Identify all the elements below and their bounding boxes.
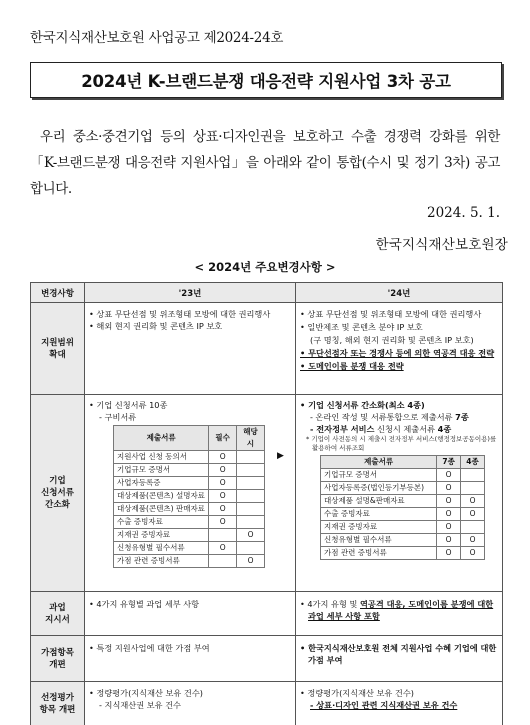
col-header-2024: '24년 (296, 283, 503, 303)
table-row: 수출 증빙자료 O (114, 516, 265, 529)
row-head-assignment: 과업 지시서 (31, 592, 85, 636)
section-title: < 2024년 주요변경사항 > (194, 260, 336, 274)
notice-number: 한국지식재산보호원 사업공고 제2024-24호 (30, 30, 284, 46)
table-row: 가점 관련 증빙서류 O O (321, 547, 485, 560)
table-row: 수출 증빙자료 O O (321, 508, 485, 521)
table-row: 대상제품 설명&판매자료 O O (321, 495, 485, 508)
docs-2023: • 기업 신청서류 10종 - 구비서류 제출서류 필수 해당시 지원사업 신청 동의서 O 기업규모 증명서 O 사업자등록증 O 대상제품(콘텐츠) 설명자료 O 대상제품(콘텐츠) 판매자료 O 수출 증빙자료 O 지재권 증빙자료 O 신청유형별 필수서류 O 가점 관련 증빙서류 O (85, 395, 296, 592)
table-row: 기업규모 증명서 O (114, 464, 265, 477)
table-row: 가점 관련 증빙서류 O (114, 555, 265, 568)
table-row (31, 395, 503, 592)
eval-2023: • 정량평가(지식재산 보유 건수) - 지식재산권 보유 건수 (85, 682, 296, 725)
table-row: 기업규모 증명서 O (321, 469, 485, 482)
docs-2024-table: 제출서류 7종 4종 기업규모 증명서 O 사업자등록증(법인등기부등본) O 대상제품 설명&판매자료 O O 수출 증빙자료 O O 지재권 증빙자료 O 신청유형별 필수서류 O O 가점 관련 증빙서류 O O (320, 455, 485, 560)
notice-date: 2024. 5. 1. (427, 205, 500, 221)
docs-2023-table: 제출서류 필수 해당시 지원사업 신청 동의서 O 기업규모 증명서 O 사업자등록증 O 대상제품(콘텐츠) 설명자료 O 대상제품(콘텐츠) 판매자료 O 수출 증빙자료 O 지재권 증빙자료 O 신청유형별 필수서류 O 가점 관련 증빙서류 O (113, 425, 265, 568)
row-head-docs: 기업 신청서류 간소화 (31, 395, 85, 592)
table-row (31, 636, 503, 682)
row-head-eval: 선정평가 항목 개편 (31, 682, 85, 725)
table-row (31, 592, 503, 636)
assignment-2024: • 4가지 유형 및 역공격 대응, 도메인이름 분쟁에 대한 과업 세부 사항 포함 (296, 592, 503, 636)
arrow-right-icon: ▶ (277, 451, 284, 461)
table-row (31, 303, 503, 395)
docs-2024: • 기업 신청서류 간소화(최소 4종) - 온라인 작성 및 서류통합으로 제출서류 7종 - 전자정부 서비스 신청시 제출서류 4종 * 기업이 사전동의 시 제출시 전자정부 서비스(행정정보공동이용)를 활용하여 서류조회 제출서류 7종 4종 기업규모 증명서 O 사업자등록증(법인등기부등본) O 대상제품 설명&판매자료 O O 수출 증빙자료 O O 지재권 증빙자료 O 신청유형별 필수서류 O O 가점 관련 증빙서류 O O (296, 395, 503, 592)
col-header-2023: '23년 (85, 283, 296, 303)
page-title: 2024년 K-브랜드분쟁 대응전략 지원사업 3차 공고 (30, 62, 502, 98)
table-row: 대상제품(콘텐츠) 설명자료 O (114, 490, 265, 503)
scope-2024: • 상표 무단선점 및 위조형태 모방에 대한 권리행사 • 일반제조 및 콘텐츠 분야 IP 보호 (구 명칭, 해외 현지 권리화 및 콘텐츠 IP 보호) • 무단선점자 또는 경쟁사 등에 의한 역공격 대응 전략 • 도메인이름 분쟁 대응 전략 (296, 303, 503, 395)
table-row: 신청유형별 필수서류 O (114, 542, 265, 555)
table-row: 지재권 증빙자료 O (114, 529, 265, 542)
table-row: 대상제품(콘텐츠) 판매자료 O (114, 503, 265, 516)
table-row: 신청유형별 필수서류 O O (321, 534, 485, 547)
scope-2023: • 상표 무단선점 및 위조형태 모방에 대한 권리행사 • 해외 현지 권리화 및 콘텐츠 IP 보호 (85, 303, 296, 395)
table-row (31, 682, 503, 725)
footnote: * 기업이 사전동의 시 제출시 전자정부 서비스(행정정보공동이용)를 활용하여 서류조회 (306, 435, 497, 452)
bonus-2024: • 한국지식재산보호원 전체 지원사업 수혜 기업에 대한 가점 부여 (296, 636, 503, 682)
issuer: 한국지식재산보호원장 (375, 237, 508, 253)
table-row: 사업자등록증 O (114, 477, 265, 490)
row-head-bonus: 가점항목 개편 (31, 636, 85, 682)
table-row: 지원사업 신청 동의서 O (114, 451, 265, 464)
eval-2024: • 정량평가(지식재산 보유 건수) - 상표·디자인 관련 지식재산권 보유 건수 (296, 682, 503, 725)
intro-paragraph: 우리 중소·중견기업 등의 상표·디자인권을 보호하고 수출 경쟁력 강화를 위한 「K-브랜드분쟁 대응전략 지원사업」을 아래와 같이 통합(수시 및 정기 3차) 공고합니다. (30, 129, 500, 197)
table-header-row (31, 283, 503, 303)
assignment-2023: • 4가지 유형별 과업 세부 사항 (85, 592, 296, 636)
bonus-2023: • 특정 지원사업에 대한 가점 부여 (85, 636, 296, 682)
table-row: 지재권 증빙자료 O (321, 521, 485, 534)
changes-table (30, 282, 503, 725)
col-header-change: 변경사항 (31, 283, 85, 303)
row-head-scope: 지원범위 확대 (31, 303, 85, 395)
table-row: 사업자등록증(법인등기부등본) O (321, 482, 485, 495)
